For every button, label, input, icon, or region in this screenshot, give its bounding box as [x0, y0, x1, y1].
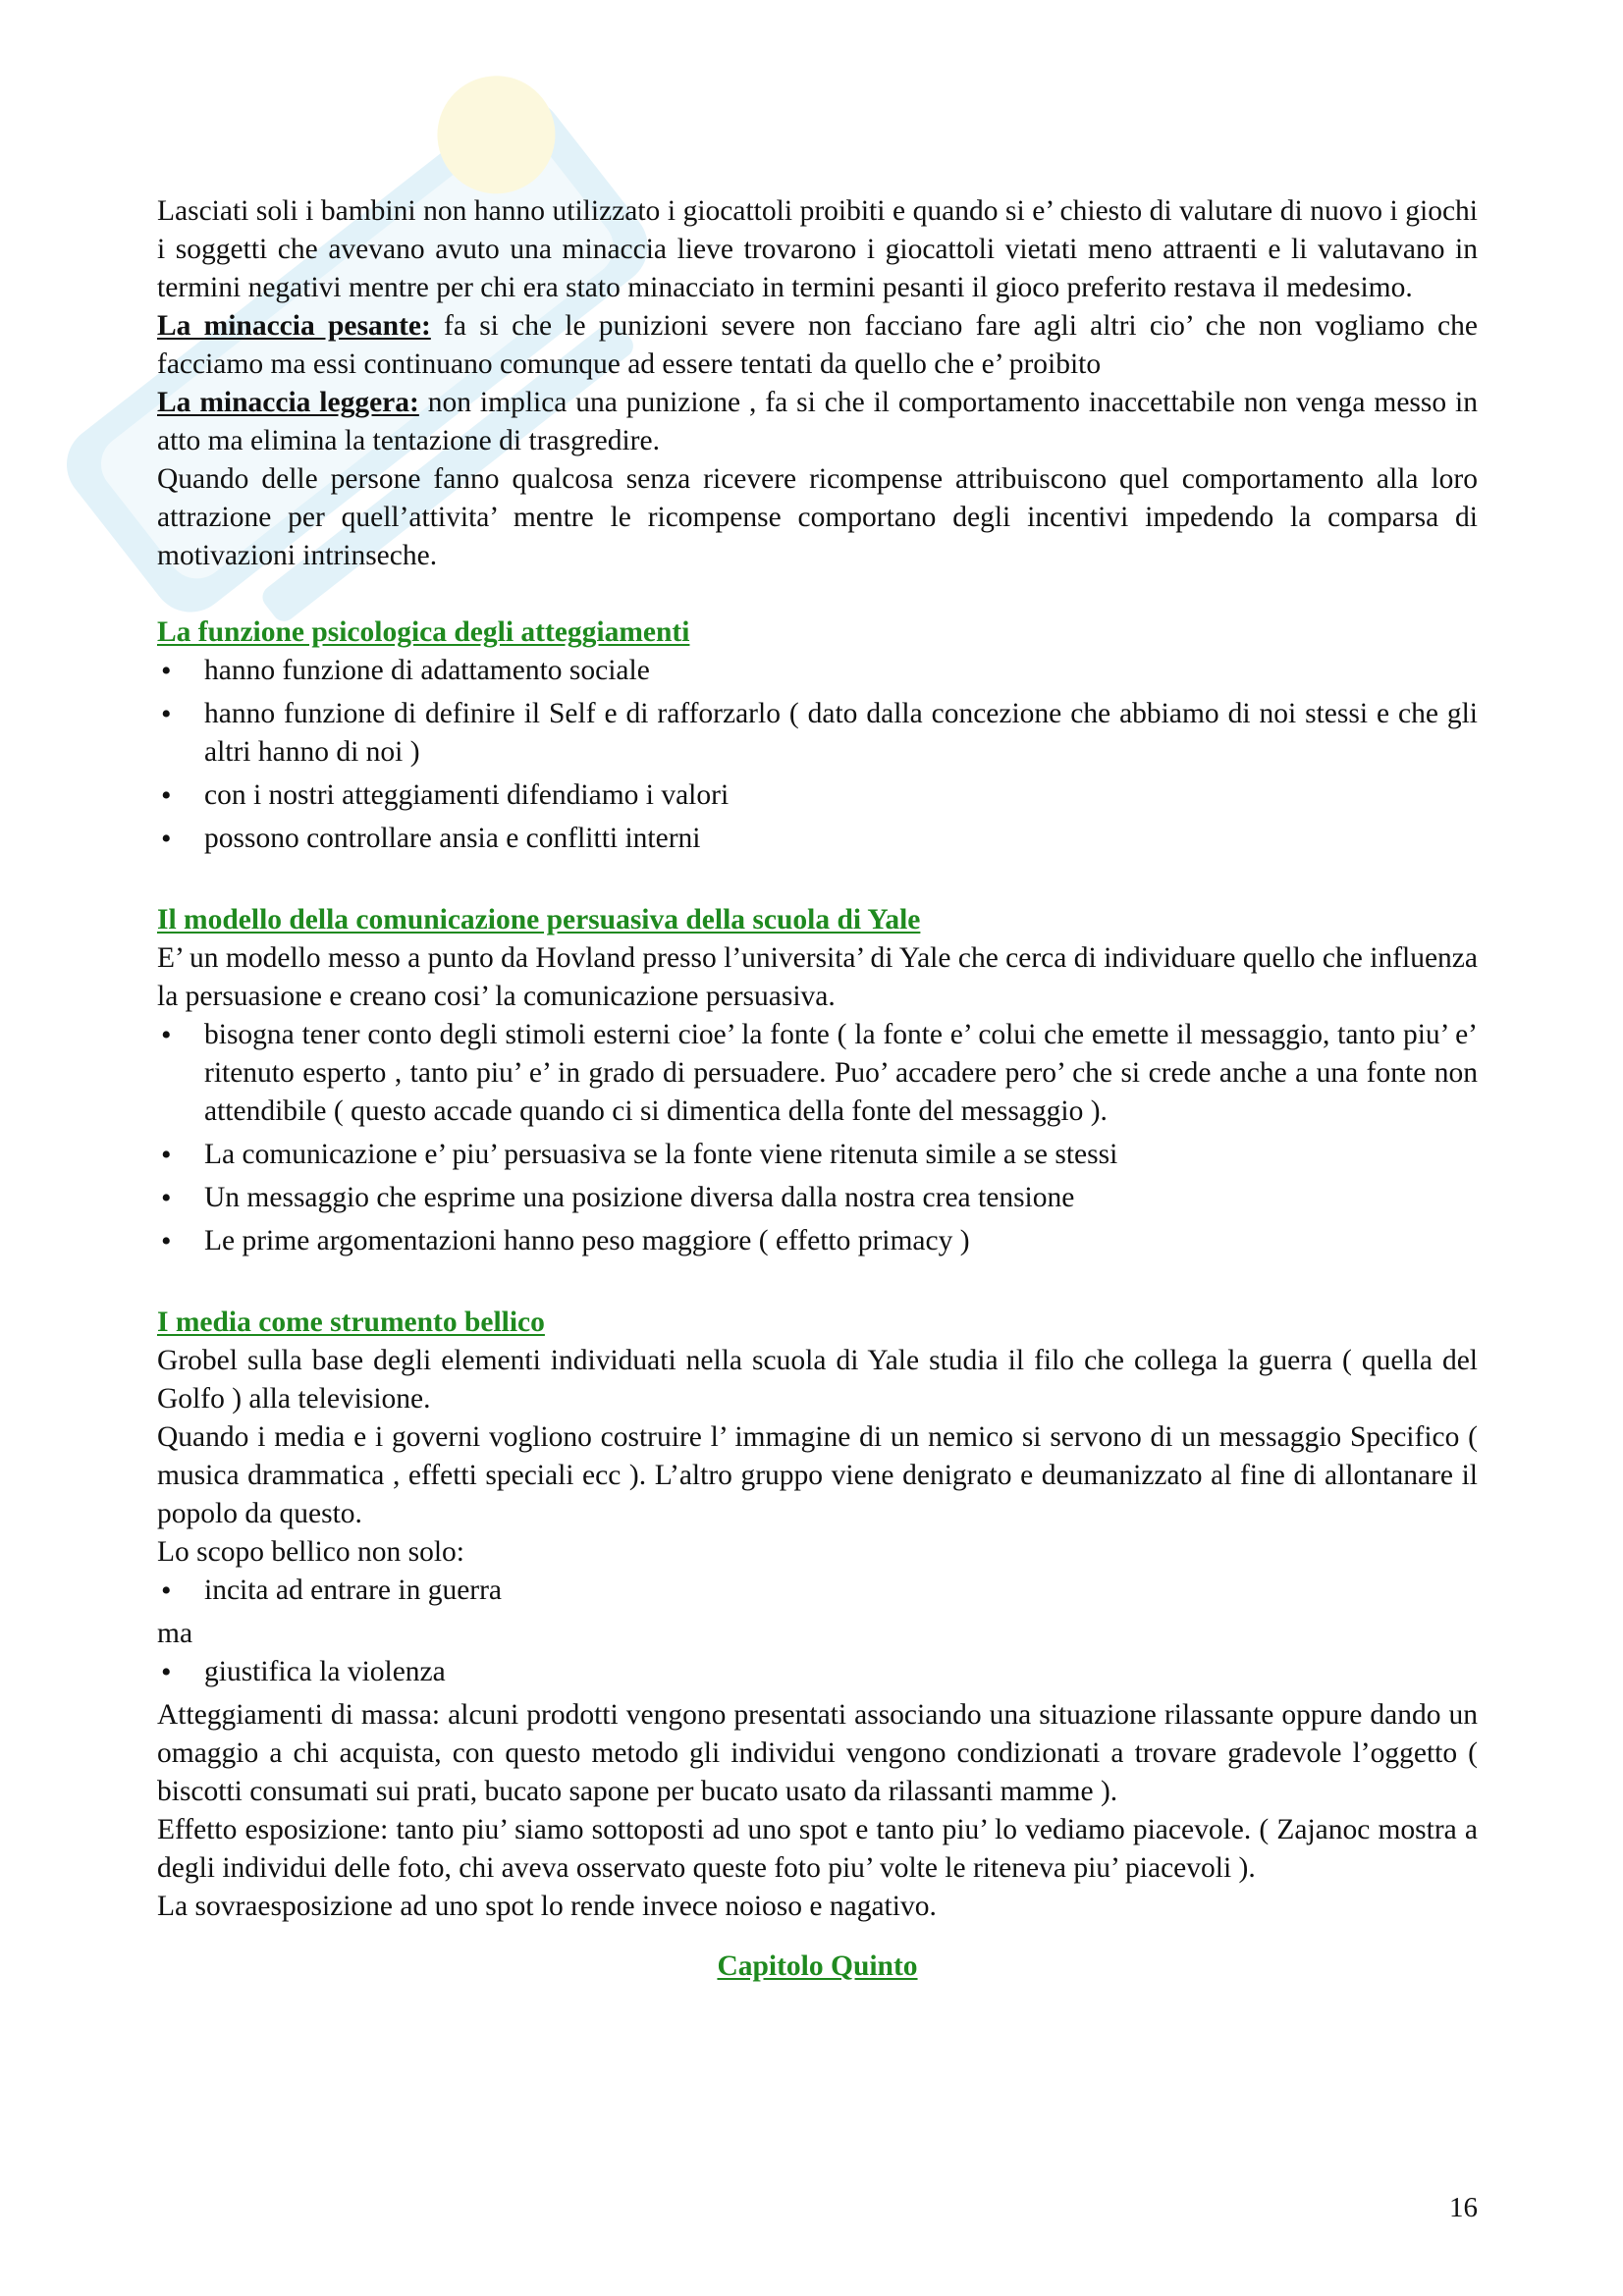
document-body [157, 192, 1478, 1986]
bullet-item: • hanno funzione di adattamento sociale [157, 652, 1478, 690]
bullet-item: • Le prime argomentazioni hanno peso maggiore ( effetto primacy ) [157, 1222, 1478, 1260]
bullet-item: • hanno funzione di definire il Self e di rafforzarlo ( dato dalla concezione che abbiamo di noi stessi e che gli altri hanno di noi ) [157, 695, 1478, 772]
war-purpose-bullet-1 [157, 1572, 1478, 1610]
heavy-threat-label: La minaccia pesante: [157, 310, 431, 342]
intro-paragraph-2: Quando delle persone fanno qualcosa senza ricevere ricompense attribuiscono quel comportamento alla loro attrazione per quell’attivita’ mentre le ricompense comportano degli incentivi impedendo la comparsa di motivazioni intrinseche. [157, 463, 1478, 571]
page-number: 16 [1449, 2192, 1478, 2223]
light-threat-text: non implica una punizione , fa si che il comportamento inaccettabile non venga messo in atto ma elimina la tentazione di trasgredire. [157, 387, 1478, 456]
yale-model-bullet-list [157, 1016, 1478, 1260]
section-heading-yale-model: Il modello della comunicazione persuasiva della scuola di Yale [157, 904, 921, 935]
chapter-title: Capitolo Quinto [717, 1950, 918, 1982]
bullet-item: • possono controllare ansia e conflitti interni [157, 820, 1478, 858]
war-media-paragraph-3: Lo scopo bellico non solo: [157, 1536, 464, 1568]
bullet-item: • giustifica la violenza [157, 1653, 1478, 1691]
war-media-paragraph-4: Atteggiamenti di massa: alcuni prodotti vengono presentati associando una situazione rilassante oppure dando un omaggio a chi acquista, con questo metodo gli individui vengono condizionati a trovare gradevole l’oggetto ( biscotti consumati sui prati, bucato sapone per bucato usato da rilassanti mamme ). [157, 1699, 1478, 1807]
bullet-item: • con i nostri atteggiamenti difendiamo i valori [157, 776, 1478, 815]
attitudes-bullet-list [157, 652, 1478, 858]
heavy-threat-paragraph [157, 307, 1478, 384]
war-media-paragraph-2: Quando i media e i governi vogliono costruire l’ immagine di un nemico si servono di un messaggio Specifico ( musica drammatica , effetti speciali ecc ). L’altro gruppo viene denigrato e deumanizzato al fine di allontanare il popolo da questo. [157, 1421, 1478, 1529]
war-purpose-bullet-2 [157, 1653, 1478, 1691]
bullet-item: • La comunicazione e’ piu’ persuasiva se la fonte viene ritenuta simile a se stessi [157, 1136, 1478, 1174]
bullet-item: • bisogna tener conto degli stimoli esterni cioe’ la fonte ( la fonte e’ colui che emette il messaggio, tanto piu’ e’ ritenuto esperto , tanto piu’ e’ in grado di persuadere. Puo’ accadere pero’ che si crede anche a una fonte non attendibile ( questo accade quando ci si dimentica della fonte del messaggio ). [157, 1016, 1478, 1131]
conjunction-ma: ma [157, 1618, 193, 1649]
intro-paragraph-1: Lasciati soli i bambini non hanno utilizzato i giocattoli proibiti e quando si e’ chiesto di valutare di nuovo i giochi i soggetti che avevano avuto una minaccia lieve trovarono i giocattoli vietati meno attraenti e li valutavano in termini negativi mentre per chi era stato minacciato in termini pesanti il gioco preferito restava il medesimo. [157, 195, 1478, 303]
bullet-item: • Un messaggio che esprime una posizione diversa dalla nostra crea tensione [157, 1179, 1478, 1217]
war-media-paragraph-1: Grobel sulla base degli elementi individuati nella scuola di Yale studia il filo che collega la guerra ( quella del Golfo ) alla televisione. [157, 1345, 1478, 1415]
light-threat-paragraph [157, 384, 1478, 460]
war-media-paragraph-6: La sovraesposizione ad uno spot lo rende invece noioso e nagativo. [157, 1891, 937, 1922]
light-threat-label: La minaccia leggera: [157, 387, 419, 418]
yale-model-intro: E’ un modello messo a punto da Hovland presso l’universita’ di Yale che cerca di individuare quello che influenza la persuasione e creano cosi’ la comunicazione persuasiva. [157, 942, 1478, 1012]
heavy-threat-text: fa si che le punizioni severe non facciano fare agli altri cio’ che non vogliamo che facciamo ma essi continuano comunque ad essere tentati da quello che e’ proibito [157, 310, 1478, 380]
section-heading-war-media: I media come strumento bellico [157, 1307, 545, 1338]
section-heading-attitudes: La funzione psicologica degli atteggiamenti [157, 616, 690, 648]
war-media-paragraph-5: Effetto esposizione: tanto piu’ siamo sottoposti ad uno spot e tanto piu’ lo vediamo piacevole. ( Zajanoc mostra a degli individui delle foto, chi aveva osservato queste foto piu’ volte le riteneva piu’ piacevoli ). [157, 1814, 1478, 1884]
bullet-item: • incita ad entrare in guerra [157, 1572, 1478, 1610]
